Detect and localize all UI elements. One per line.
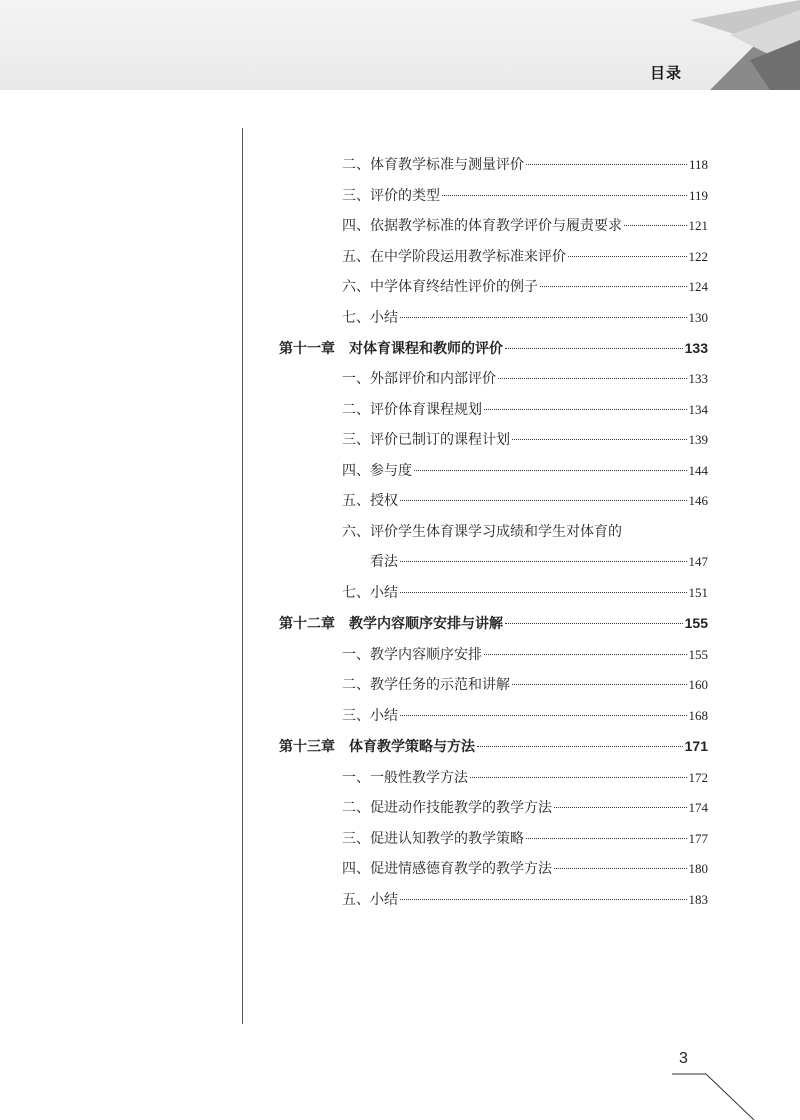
- toc-entry[interactable]: 三、小结 168: [342, 708, 708, 724]
- toc-entry[interactable]: 二、教学任务的示范和讲解 160: [342, 677, 708, 693]
- toc-chapter[interactable]: 第十三章 体育教学策略与方法 171: [279, 738, 708, 755]
- toc-entry[interactable]: 六、评价学生体育课学习成绩和学生对体育的: [342, 524, 622, 540]
- toc-entry[interactable]: 五、授权 146: [342, 493, 708, 509]
- toc-entry[interactable]: 七、小结 151: [342, 585, 708, 601]
- toc-entry[interactable]: 四、促进情感德育教学的教学方法 180: [342, 861, 708, 877]
- toc-entry[interactable]: 三、评价的类型 119: [342, 188, 708, 204]
- toc-entry[interactable]: 五、在中学阶段运用教学标准来评价 122: [342, 249, 708, 265]
- page-number: 3: [679, 1050, 688, 1067]
- toc-entry-continuation[interactable]: 看法 147: [370, 554, 708, 570]
- toc-entry[interactable]: 七、小结 130: [342, 310, 708, 326]
- toc-entry[interactable]: 三、促进认知教学的教学策略 177: [342, 831, 708, 847]
- toc-entry[interactable]: 六、中学体育终结性评价的例子 124: [342, 279, 708, 295]
- toc-chapter[interactable]: 第十一章 对体育课程和教师的评价 133: [279, 340, 708, 357]
- header-title: 目录: [650, 64, 683, 82]
- toc-entry[interactable]: 四、参与度 144: [342, 463, 708, 479]
- toc-entry[interactable]: 二、促进动作技能教学的教学方法 174: [342, 800, 708, 816]
- toc-chapter[interactable]: 第十二章 教学内容顺序安排与讲解 155: [279, 615, 708, 632]
- toc-entry[interactable]: 一、一般性教学方法 172: [342, 770, 708, 786]
- toc-entry[interactable]: 四、依据教学标准的体育教学评价与履责要求 121: [342, 218, 708, 234]
- toc-entry[interactable]: 一、外部评价和内部评价 133: [342, 371, 708, 387]
- toc-entry[interactable]: 五、小结 183: [342, 892, 708, 908]
- toc-entry[interactable]: 三、评价已制订的课程计划 139: [342, 432, 708, 448]
- toc-entry[interactable]: 二、评价体育课程规划 134: [342, 402, 708, 418]
- toc-entry[interactable]: 二、体育教学标准与测量评价 118: [342, 157, 708, 173]
- toc-entry[interactable]: 一、教学内容顺序安排 155: [342, 647, 708, 663]
